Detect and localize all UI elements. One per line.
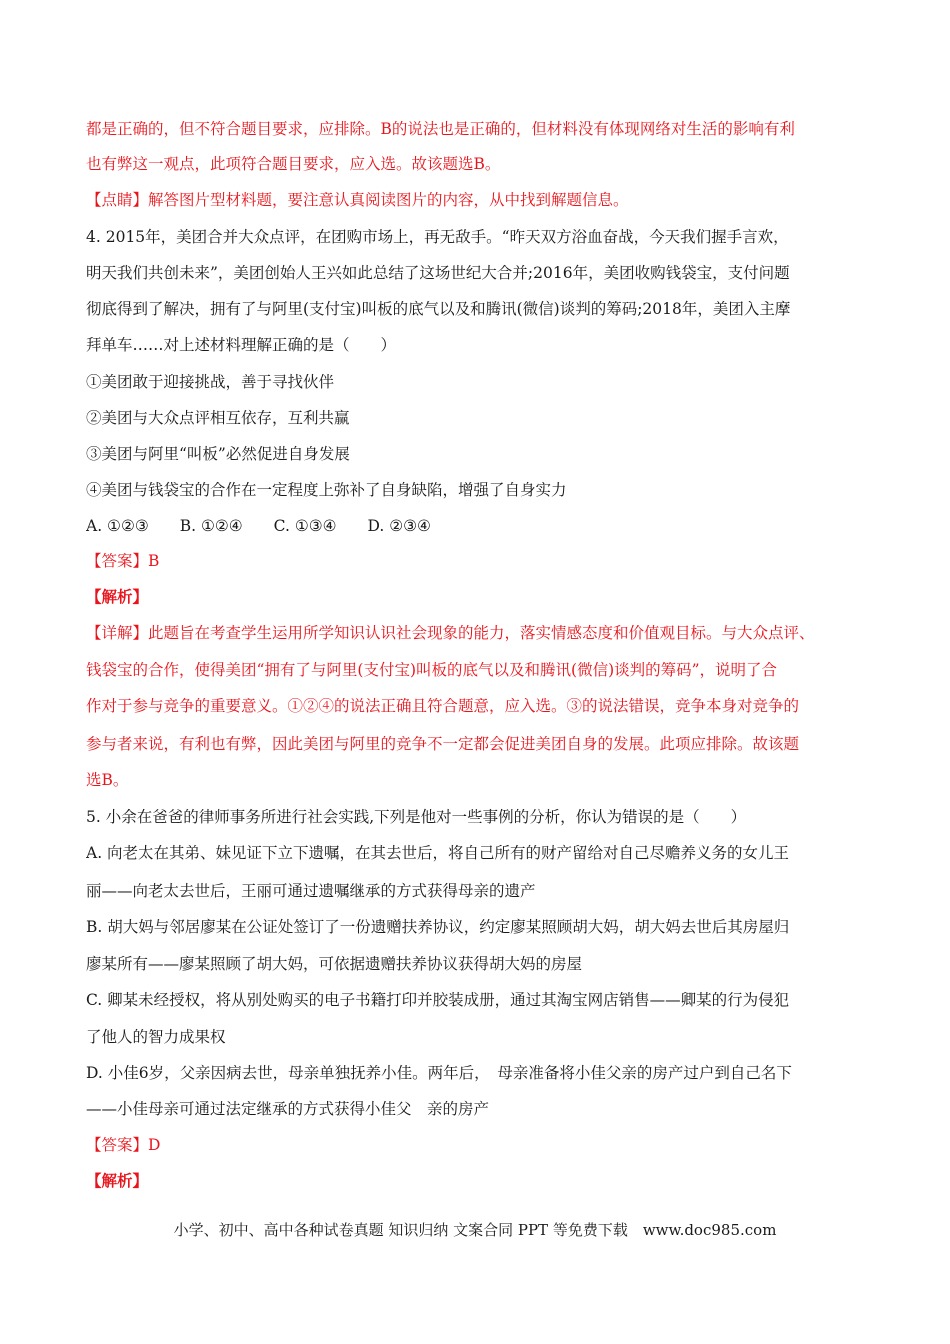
text-line: 彻底得到了解决，拥有了与阿里(支付宝)叫板的底气以及和腾讯(微信)谈判的筹码;2018年，美团入主摩 xyxy=(86,300,791,318)
answer-line: 【答案】D xyxy=(86,1136,161,1154)
option-c-cont: 了他人的智力成果权 xyxy=(86,1028,226,1046)
choice-row: A. ①②③ B. ①②④ C. ①③④ D. ②③④ xyxy=(86,517,431,535)
question-5-stem: 5. 小余在爸爸的律师事务所进行社会实践,下列是他对一些事例的分析，你认为错误的是（ ） xyxy=(86,808,747,826)
answer-line: 【答案】B xyxy=(86,552,160,570)
explanation-line: 【详解】此题旨在考查学生运用所学知识认识社会现象的能力，落实情感态度和价值观目标。与大众点评、 xyxy=(86,624,815,642)
text-line: 拜单车……对上述材料理解正确的是（ ） xyxy=(86,336,397,354)
option-b: B. 胡大妈与邻居廖某在公证处签订了一份遗赠扶养协议，约定廖某照顾胡大妈，胡大妈去世后其房屋归 xyxy=(86,918,790,936)
option-item: ④美团与钱袋宝的合作在一定程度上弥补了自身缺陷，增强了自身实力 xyxy=(86,481,567,499)
option-d-cont: ——小佳母亲可通过法定继承的方式获得小佳父 亲的房产 xyxy=(86,1100,490,1118)
analysis-heading: 【解析】 xyxy=(86,587,149,606)
text-line: 也有弊这一观点，此项符合题目要求，应入选。故该题选B。 xyxy=(86,155,501,173)
analysis-heading: 【解析】 xyxy=(86,1171,149,1190)
option-a: A. 向老太在其弟、妹见证下立下遗嘱，在其去世后，将自己所有的财产留给对自己尽赡养义务的女儿王 xyxy=(86,844,790,862)
option-d: D. 小佳6岁，父亲因病去世，母亲单独抚养小佳。两年后， 母亲准备将小佳父亲的房产过户到自己名下 xyxy=(86,1064,792,1082)
option-c: C. 卿某未经授权，将从别处购买的电子书籍打印并胶装成册，通过其淘宝网店销售——卿某的行为侵犯 xyxy=(86,991,790,1009)
explanation-line: 钱袋宝的合作，使得美团“拥有了与阿里(支付宝)叫板的底气以及和腾讯(微信)谈判的筹码”，说明了合 xyxy=(86,661,778,679)
tip-line: 【点睛】解答图片型材料题，要注意认真阅读图片的内容，从中找到解题信息。 xyxy=(86,191,629,209)
explanation-line: 选B。 xyxy=(86,771,129,789)
question-4-stem: 4. 2015年，美团合并大众点评，在团购市场上，再无敌手。“昨天双方浴血奋战，今天我们握手言欢， xyxy=(86,228,789,246)
page-footer: 小学、初中、高中各种试卷真题 知识归纳 文案合同 PPT 等免费下载 www.doc985.com xyxy=(173,1221,777,1239)
option-b-cont: 廖某所有——廖某照顾了胡大妈，可依据遗赠扶养协议获得胡大妈的房屋 xyxy=(86,955,583,973)
text-line: 明天我们共创未来”，美团创始人王兴如此总结了这场世纪大合并;2016年，美团收购钱袋宝，支付问题 xyxy=(86,264,790,282)
explanation-line: 作对于参与竞争的重要意义。①②④的说法正确且符合题意，应入选。③的说法错误，竞争本身对竞争的 xyxy=(86,697,800,715)
option-item: ①美团敢于迎接挑战，善于寻找伙伴 xyxy=(86,373,335,391)
option-a-cont: 丽——向老太去世后，王丽可通过遗嘱继承的方式获得母亲的遗产 xyxy=(86,882,536,900)
option-item: ②美团与大众点评相互依存，互利共赢 xyxy=(86,409,350,427)
option-item: ③美团与阿里“叫板”必然促进自身发展 xyxy=(86,445,350,463)
text-line: 都是正确的，但不符合题目要求，应排除。B的说法也是正确的，但材料没有体现网络对生活的影响有利 xyxy=(86,120,795,138)
explanation-line: 参与者来说，有利也有弊，因此美团与阿里的竞争不一定都会促进美团自身的发展。此项应排除。故该题 xyxy=(86,735,800,753)
